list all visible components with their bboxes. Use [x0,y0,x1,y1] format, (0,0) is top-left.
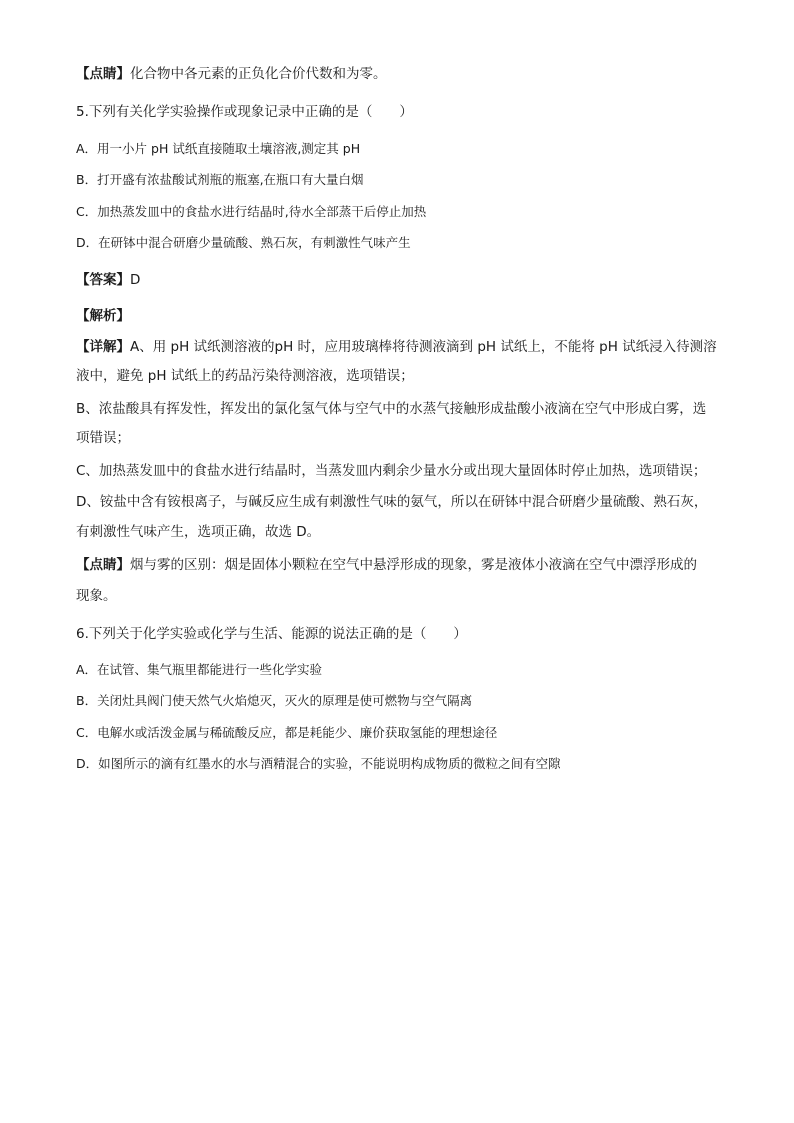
question-6-option-b: B．关闭灶具阀门使天然气火焰熄灭，灭火的原理是使可燃物与空气隔离 [76,693,473,708]
analysis-tag: 【解析】 [76,308,130,324]
question-5-stem: 5.下列有关化学实验操作或现象记录中正确的是（ ） [76,104,413,120]
question-5-option-c: C．加热蒸发皿中的食盐水进行结晶时,待水全部蒸干后停止加热 [76,204,427,219]
question-5-option-a: A．用一小片 pH 试纸直接随取土壤溶液,测定其 pH [76,141,361,156]
dianjing-2-line-1 [76,555,726,575]
dianjing-2-line-2: 现象。 [76,588,117,604]
dianjing-tag: 【点睛】 [76,66,130,82]
detail-line-7: 有刺激性气味产生，选项正确，故选 D。 [76,524,321,540]
question-6-stem: 6.下列关于化学实验或化学与生活、能源的说法正确的是（ ） [76,626,467,642]
detail-line-5: C、加热蒸发皿中的食盐水进行结晶时，当蒸发皿内剩余少量水分或出现大量固体时停止加热，选项错误； [76,463,707,479]
analysis-heading [76,306,726,326]
dianjing-paragraph [76,64,726,84]
dianjing-2-tag: 【点睛】 [76,557,130,573]
dianjing-text: 化合物中各元素的正负化合价代数和为零。 [130,66,387,82]
dianjing-2-text-1: 烟与雾的区别：烟是固体小颗粒在空气中悬浮形成的现象，雾是液体小液滴在空气中漂浮形成的 [130,557,697,573]
detail-line-3: B、浓盐酸具有挥发性，挥发出的氯化氢气体与空气中的水蒸气接触形成盐酸小液滴在空气中形成白雾，选 [76,401,707,417]
question-6-option-c: C．电解水或活泼金属与稀硫酸反应，都是耗能少、廉价获取氢能的理想途径 [76,725,498,740]
detail-tag: 【详解】 [76,339,130,355]
detail-line-2: 液中，避免 pH 试纸上的药品污染待测溶液，选项错误； [76,368,414,384]
question-6-option-d: D．如图所示的滴有红墨水的水与酒精混合的实验，不能说明构成物质的微粒之间有空隙 [76,756,561,771]
question-6-option-a: A．在试管、集气瓶里都能进行一些化学实验 [76,662,323,677]
detail-line-4: 项错误； [76,430,130,446]
detail-line-6: D、铵盐中含有铵根离子，与碱反应生成有刺激性气味的氨气，所以在研钵中混合研磨少量硫酸、熟石灰， [76,494,708,510]
detail-line-1 [76,337,726,357]
question-5-option-b: B．打开盛有浓盐酸试剂瓶的瓶塞,在瓶口有大量白烟 [76,172,364,187]
answer-tag: 【答案】 [76,272,130,288]
answer-value: D [130,272,141,288]
detail-text-1: A、用 pH 试纸测溶液的pH 时，应用玻璃棒将待测液滴到 pH 试纸上，不能将 pH 试纸浸入待测溶 [130,339,717,355]
answer-line [76,270,726,290]
question-5-option-d: D．在研钵中混合研磨少量硫酸、熟石灰，有刺激性气味产生 [76,235,411,250]
